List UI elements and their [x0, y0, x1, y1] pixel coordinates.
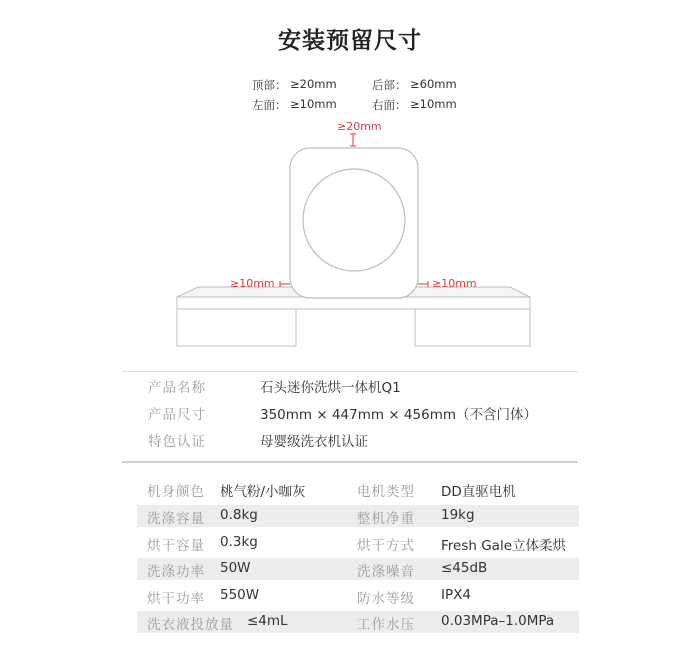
top-gap-label: ≥20mm: [337, 120, 382, 133]
clearance-back-label: 后部：: [372, 78, 407, 92]
spec-label: 防水等级: [357, 591, 415, 607]
spec-row: [137, 532, 579, 554]
spec-label: 烘干容量: [147, 538, 205, 554]
spec-label: 电机类型: [357, 484, 415, 500]
clearance-left-label: 左面：: [252, 98, 287, 112]
spec-label: 机身颜色: [147, 484, 205, 500]
right-gap-label: ≥10mm: [432, 277, 477, 290]
spec-label: 洗涤噪音: [357, 564, 415, 580]
spec-value: Fresh Gale立体柔烘: [441, 538, 567, 554]
certification-label: 特色认证: [148, 434, 206, 450]
spec-value: DD直驱电机: [441, 484, 516, 500]
spec-label: 洗衣液投放量: [147, 617, 234, 633]
product-name-label: 产品名称: [148, 380, 206, 396]
info-divider-top: [122, 371, 578, 372]
certification-value: 母婴级洗衣机认证: [260, 434, 368, 450]
spec-value: IPX4: [441, 587, 471, 603]
spec-label: 工作水压: [357, 617, 415, 633]
clearance-top-label: 顶部：: [252, 78, 287, 92]
clearance-right-value: ≥10mm: [410, 97, 457, 111]
clearance-top-value: ≥20mm: [290, 77, 337, 91]
spec-value: 桃气粉/小咖灰: [220, 484, 306, 500]
spec-value: 19kg: [441, 507, 475, 523]
spec-value: 0.03MPa–1.0MPa: [441, 613, 555, 629]
clearance-right-label: 右面：: [372, 98, 407, 112]
spec-label: 洗涤功率: [147, 564, 205, 580]
spec-label: 烘干功率: [147, 591, 205, 607]
shelf-front: [177, 297, 530, 309]
product-size-label: 产品尺寸: [148, 407, 206, 423]
product-name-value: 石头迷你洗烘一体机Q1: [260, 380, 401, 396]
right-gap-marker: [418, 281, 428, 287]
spec-divider: [122, 461, 578, 463]
spec-label: 整机净重: [357, 511, 415, 527]
spec-value: 0.8kg: [220, 507, 258, 523]
spec-row: [137, 505, 579, 527]
spec-row: [137, 611, 579, 633]
clearance-left-value: ≥10mm: [290, 97, 337, 111]
left-gap-label: ≥10mm: [230, 277, 275, 290]
left-gap-marker: [280, 281, 290, 287]
spec-value: 50W: [220, 560, 251, 576]
spec-value: ≤4mL: [247, 613, 288, 629]
spec-row: [137, 585, 579, 607]
clearance-back-value: ≥60mm: [410, 77, 457, 91]
spec-label: 洗涤容量: [147, 511, 205, 527]
spec-row: [137, 478, 579, 500]
page-title: 安装预留尺寸: [278, 28, 422, 54]
spec-value: 550W: [220, 587, 260, 603]
spec-label: 烘干方式: [357, 538, 415, 554]
washer-door: [303, 169, 405, 271]
spec-value: ≤45dB: [441, 560, 488, 576]
top-gap-marker: [350, 134, 356, 146]
spec-row: [137, 558, 579, 580]
cabinet-left-leg: [177, 309, 296, 346]
spec-value: 0.3kg: [220, 534, 258, 550]
cabinet-right-leg: [415, 309, 530, 346]
product-size-value: 350mm × 447mm × 456mm（不含门体）: [260, 407, 537, 423]
